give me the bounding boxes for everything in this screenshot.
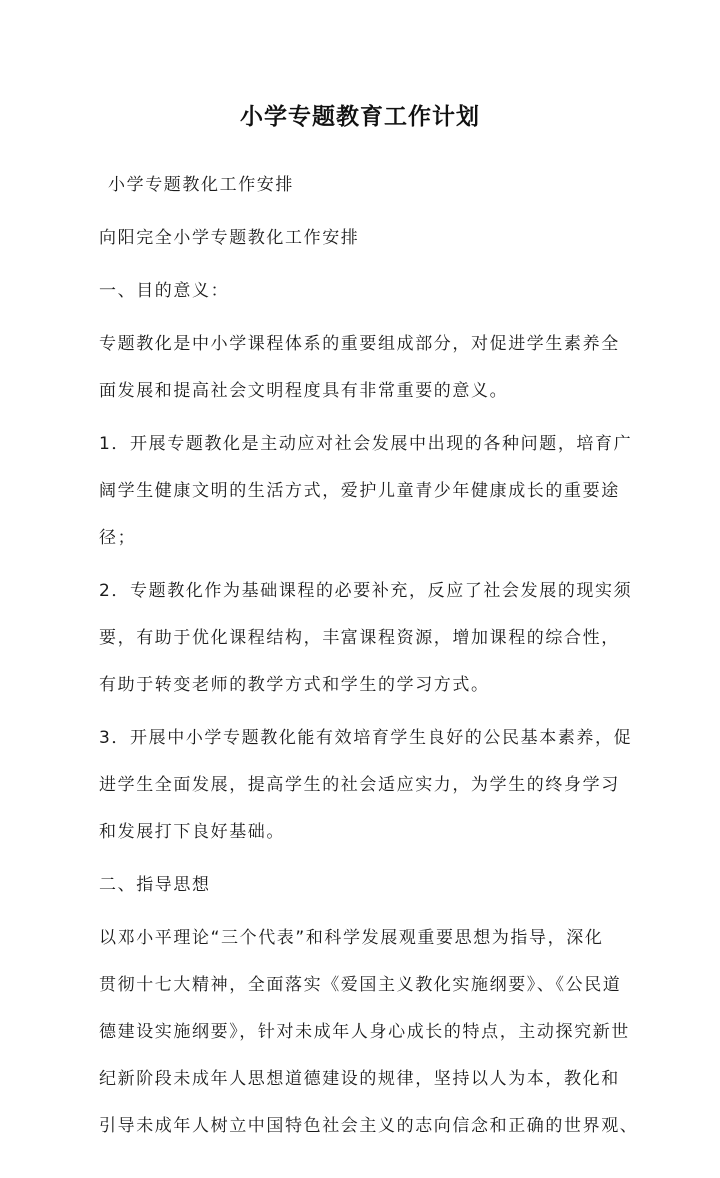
paragraph-line: 阔学生健康文明的生活方式，爱护儿童青少年健康成长的重要途	[99, 481, 620, 501]
section-heading: 一、目的意义：	[99, 281, 230, 301]
paragraph-line: 面发展和提高社会文明程度具有非常重要的意义。	[99, 381, 509, 401]
paragraph-line: 专题教化是中小学课程体系的重要组成部分，对促进学生素养全	[99, 334, 620, 354]
paragraph-line: 贯彻十七大精神，全面落实《爱国主义教化实施纲要》、《公民道	[99, 975, 622, 995]
paragraph-line: 有助于转变老师的教学方式和学生的学习方式。	[99, 675, 490, 695]
paragraph-line: 向阳完全小学专题教化工作安排	[99, 228, 360, 248]
paragraph-line: 以邓小平理论“三个代表”和科学发展观重要思想为指导，深化	[99, 928, 604, 948]
document-body	[99, 168, 639, 1156]
paragraph-line: 进学生全面发展，提高学生的社会适应实力，为学生的终身学习	[99, 775, 620, 795]
document-title: 小学专题教育工作计划	[240, 103, 480, 130]
paragraph-line: 和发展打下良好基础。	[99, 822, 285, 842]
paragraph-line: 要，有助于优化课程结构，丰富课程资源，增加课程的综合性，	[99, 628, 620, 648]
paragraph-line: 德建设实施纲要》，针对未成年人身心成长的特点，主动探究新世	[99, 1022, 630, 1042]
paragraph-line: 3．开展中小学专题教化能有效培育学生良好的公民基本素养，促	[99, 728, 633, 748]
paragraph-line: 2．专题教化作为基础课程的必要补充，反应了社会发展的现实须	[99, 581, 633, 601]
paragraph-line: 纪新阶段未成年人思想道德建设的规律，坚持以人为本，教化和	[99, 1069, 620, 1089]
section-heading: 二、指导思想	[99, 875, 211, 895]
paragraph-line: 引导未成年人树立中国特色社会主义的志向信念和正确的世界观、	[99, 1116, 639, 1136]
paragraph-line: 1．开展专题教化是主动应对社会发展中出现的各种问题，培育广	[99, 434, 633, 454]
paragraph-line: 小学专题教化工作安排	[108, 175, 294, 195]
paragraph-line: 径；	[99, 528, 137, 548]
